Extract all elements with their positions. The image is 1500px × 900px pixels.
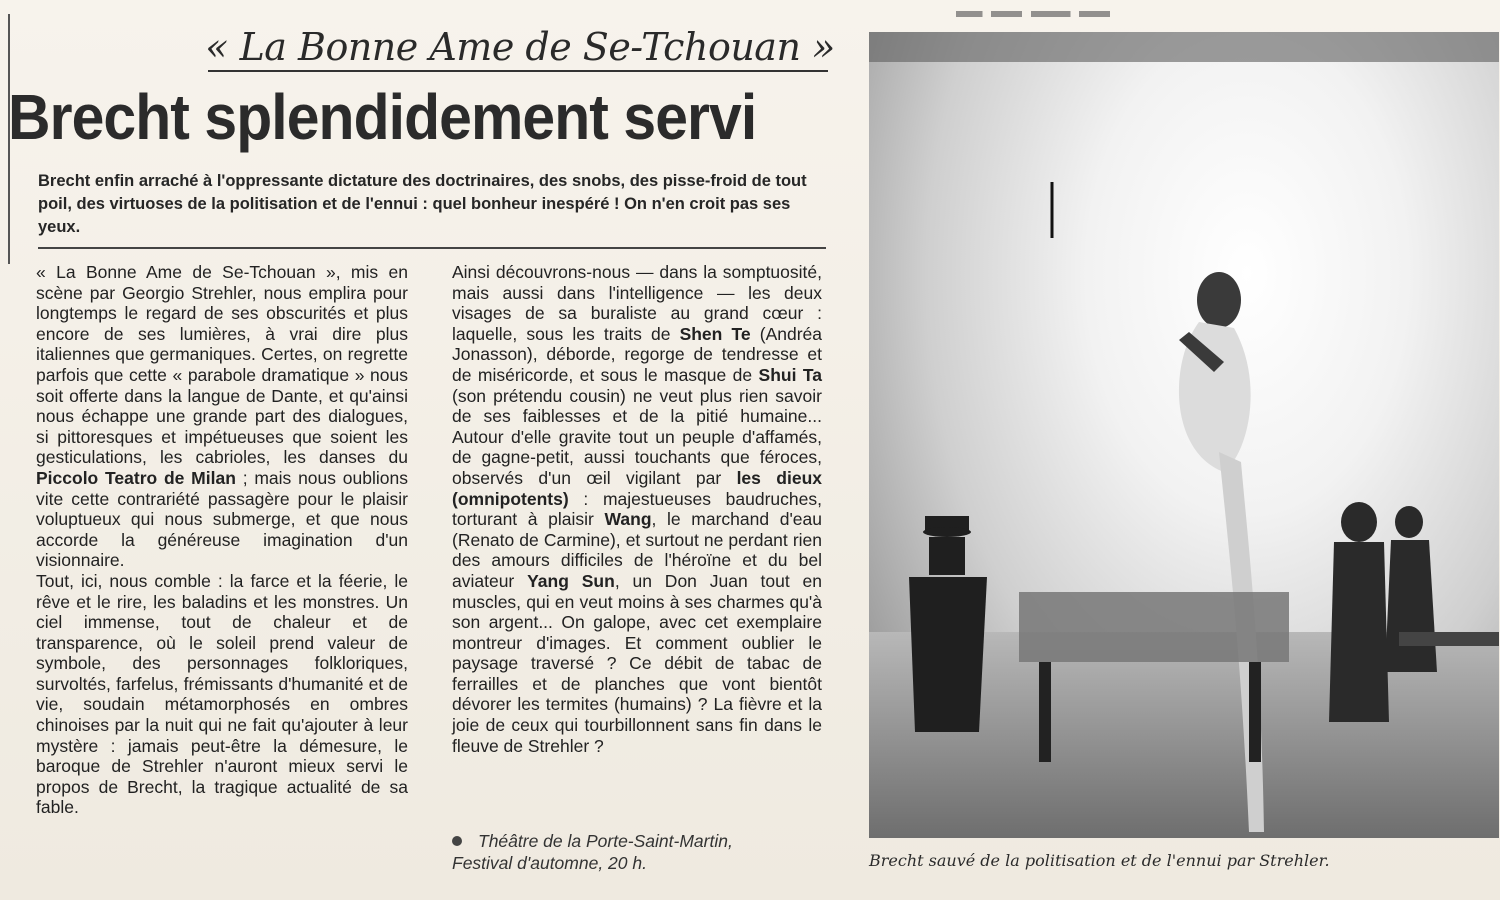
- stage-photo: [869, 32, 1499, 838]
- article-column-1: [36, 262, 408, 818]
- cropped-text-fragment: [956, 3, 1196, 17]
- article-lead: Brecht enfin arraché à l'oppressante dictature des doctrinaires, des snobs, des pisse-froid de tout poil, des virtuoses de la politisation et de l'ennui : quel bonheur inespéré ! On n'en croit pas ses yeux.: [38, 172, 807, 236]
- article-headline: Brecht splendidement servi: [8, 81, 757, 153]
- bold-term: Shen Te: [679, 323, 751, 344]
- paragraph-2: Tout, ici, nous comble : la farce et la féerie, le rêve et le rire, les baladins et les monstres. Un ciel immense, tout de chaleur et de transparence, où le soleil prend valeur de symbole, des personnages folkloriques, survoltés, farfelus, frémissants d'humanité et de vie, soudain métamorphosés en ombres chinoises par la nuit qui ne fait qu'ajouter à leur mystère : jamais peut-être la démesure, le baroque de Strehler n'auront mieux servi le propos de Brecht, la tragique actualité de sa fable.: [36, 570, 408, 818]
- paragraph-3: Ainsi découvrons-nous — dans la somptuosité, mais aussi dans l'intelligence — les deux visages de sa buraliste au grand cœur : laquelle, sous les traits de Shen Te (Andréa Jonasson), déborde, regorge de tendresse et de miséricorde, et sous le masque de Shui Ta (son prétendu cousin) ne veut plus rien savoir de ses faiblesses et de la pitié humaine... Autour d'elle gravite tout un peuple d'affamés, de gagne-petit, aussi touchants que féroces, observés d'un œil vigilant par les dieux (omnipotents) : majestueuses baudruches, torturant à plaisir Wang, le marchand d'eau (Renato de Carmine), et surtout ne perdant rien des amours difficiles de l'héroïne et du bel aviateur Yang Sun, un Don Juan tout en muscles, qui en veut moins à ses charmes qu'à son argent... On galope, avec cet exemplaire montreur d'images. Et comment oublier le paysage traversé ? Ce débit de tabac de ferrailles et de planches que vont bientôt dévorer les termites (humains) ? La fièvre et la joie de ceux qui tourbillonnent sans fin dans le fleuve de Strehler ?: [452, 262, 823, 756]
- bold-term: Shui Ta: [758, 364, 822, 385]
- kicker-underline: [208, 70, 828, 72]
- lead-divider: [38, 247, 826, 249]
- article-column-2: [452, 262, 822, 756]
- bold-term: Piccolo Teatro de Milan: [36, 467, 236, 488]
- article-kicker: « La Bonne Ame de Se-Tchouan »: [205, 25, 835, 69]
- bold-term: les dieux (omnipotents): [452, 467, 822, 509]
- bold-term: Yang Sun: [527, 570, 615, 591]
- paragraph-1: « La Bonne Ame de Se-Tchouan », mis en scène par Georgio Strehler, nous emplira pour longtemps le regard de ses obscurités et plus encore de ses lumières, à vrai dire plus italiennes que germaniques. Certes, on regrette parfois que cette « parabole dramatique » nous soit offerte dans la langue de Dante, et qu'ainsi nous échappe une grande part des dialogues, si pittoresques et impétueuses que soient les gesticulations, les cabrioles, les danses du Piccolo Teatro de Milan ; mais nous oublions vite cette contrariété passagère pour le plaisir voluptueux qui nous submerge, et que nous accorde la généreuse imagination d'un visionnaire.: [36, 262, 408, 571]
- photo-caption: Brecht sauvé de la politisation et de l'ennui par Strehler.: [869, 851, 1330, 870]
- stage-photo-illustration: [869, 32, 1499, 838]
- bold-term: Wang: [604, 509, 652, 530]
- bullet-icon: [452, 836, 462, 846]
- man-in-hat: [909, 516, 987, 732]
- venue-info: Théâtre de la Porte-Saint-Martin, Festival d'automne, 20 h.: [452, 831, 733, 873]
